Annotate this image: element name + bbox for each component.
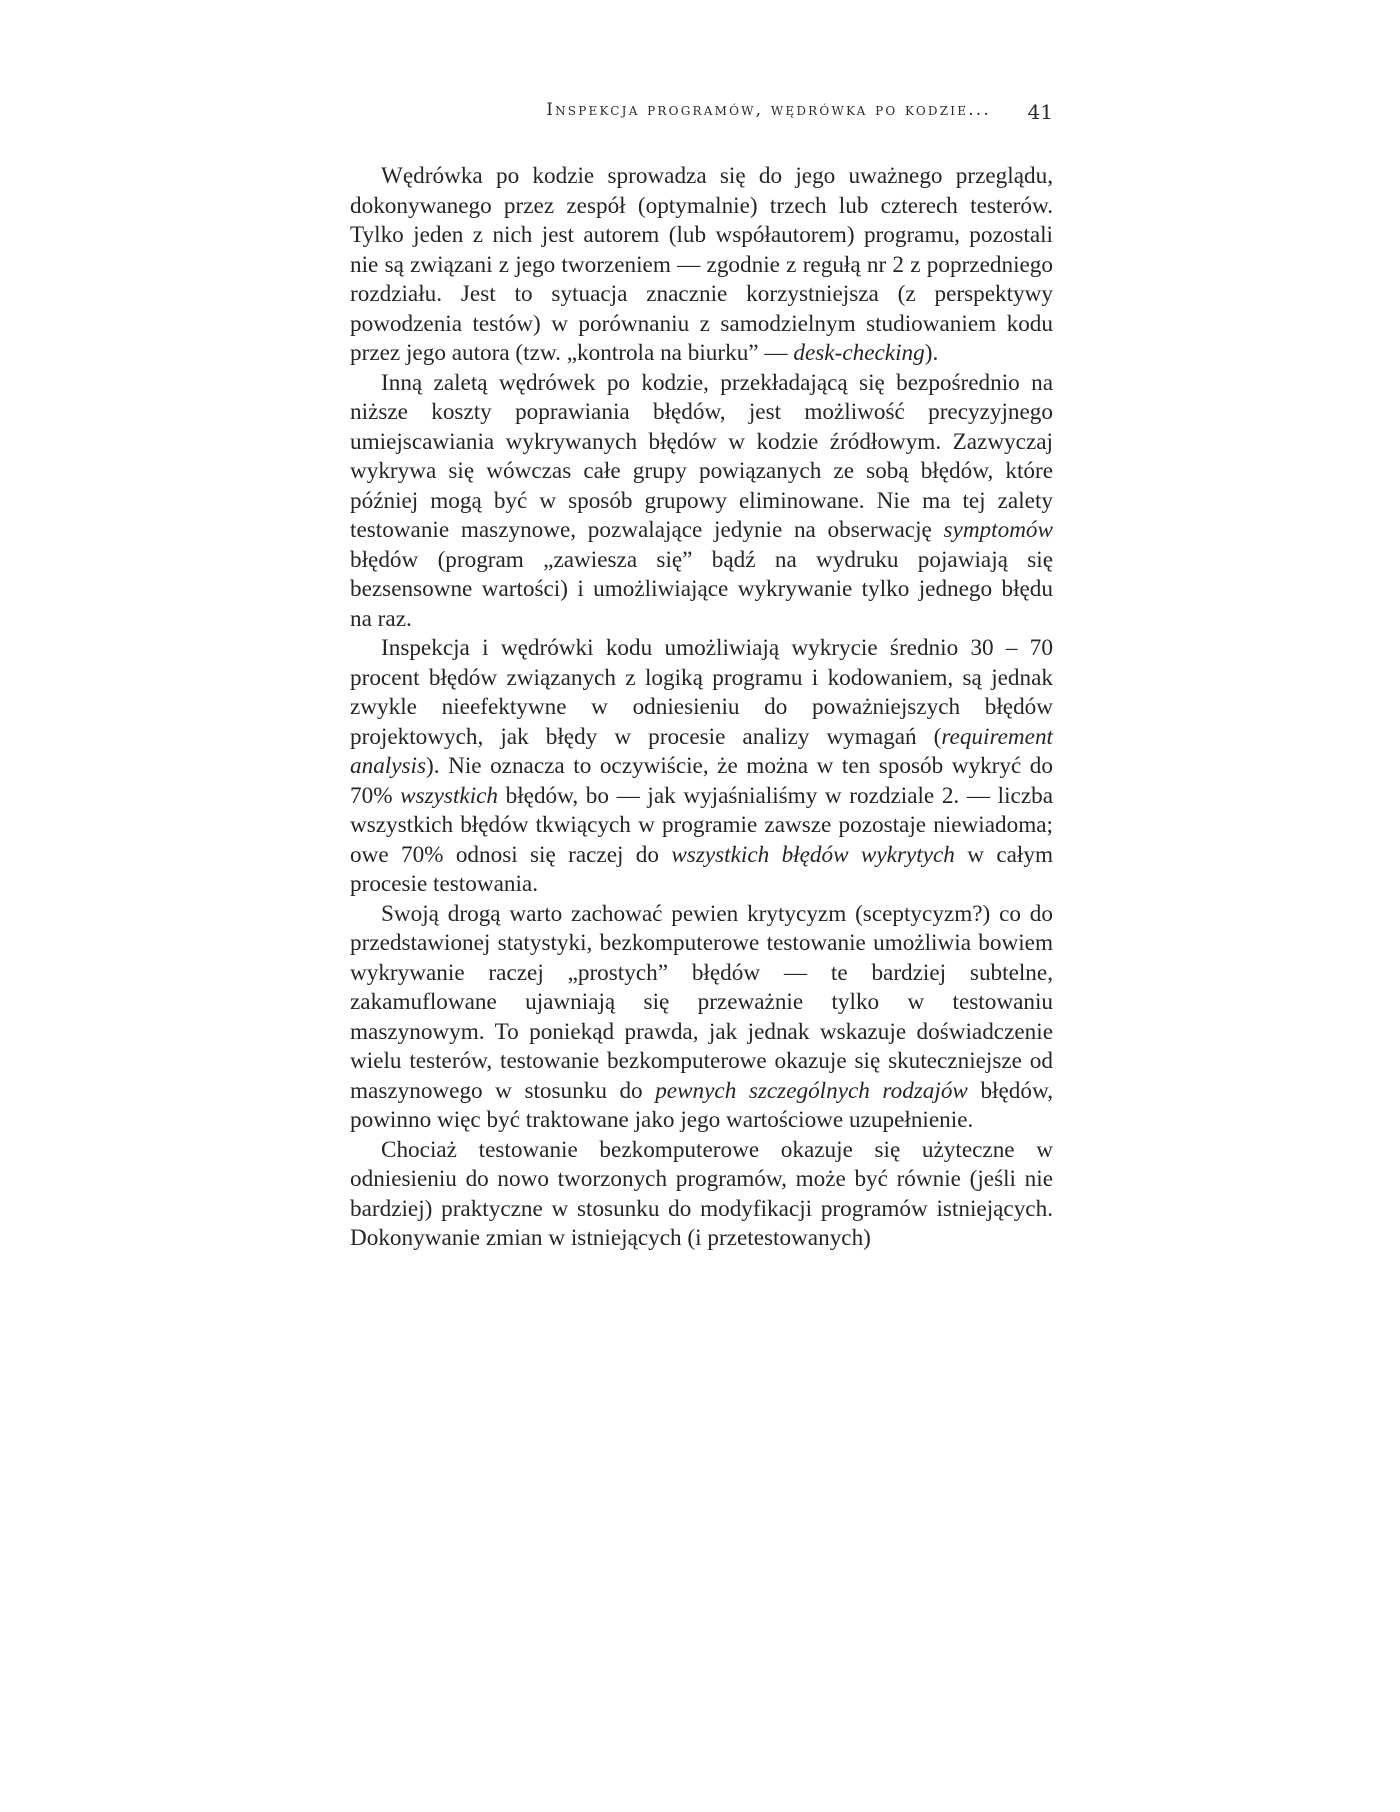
paragraph: [350, 1136, 1053, 1254]
italic-term: symptomów: [943, 517, 1053, 543]
paragraph: [350, 634, 1053, 900]
text-run: błędów (program „zawiesza się” bądź na wydruku pojawiają się bezsensowne wartości) i umożliwiające wykrywanie tylko jednego błędu na raz.: [350, 546, 1053, 632]
book-page: [350, 100, 1053, 1254]
italic-term: wszystkich: [400, 782, 499, 809]
paragraph: [350, 900, 1053, 1136]
body-text: [350, 162, 1053, 1254]
paragraph: [350, 369, 1053, 635]
text-run: Chociaż testowanie bezkomputerowe okazuje się użyteczne w odniesieniu do nowo tworzonych programów, może być równie (jeśli nie bardziej) praktyczne w stosunku do modyfikacji programów istniejących. Dokonywanie zmian w istniejących (i przetestowanych): [350, 1136, 1053, 1251]
text-run: Swoją drogą warto zachować pewien krytycyzm (sceptycyzm?) co do przedstawionej statystyki, bezkomputerowe testowanie umożliwia bowiem wykrywanie raczej „prostych” błędów — te bardziej subtelne, zakamuflowane ujawniają się przeważnie tylko w testowaniu maszynowym. To poniekąd prawda, jak jednak wskazuje doświadczenie wielu testerów, testowanie bezkomputerowe okazuje się skuteczniejsze od maszynowego w stosunku do: [350, 900, 1053, 1104]
text-run: ).: [924, 340, 939, 366]
text-run: błędów, bo — jak wyjaśnialiśmy w rozdziale 2. — liczba wszystkich błędów tkwiących w programie zawsze pozostaje niewiadoma; owe 70% odnosi się raczej do: [350, 782, 1053, 868]
italic-term: wszystkich błędów wykrytych: [671, 841, 955, 868]
running-title: Inspekcja programów, wędrówka po kodzie...: [546, 100, 991, 120]
text-run: błędów, powinno więc być traktowane jako jego wartościowe uzupełnienie.: [350, 1077, 1053, 1133]
page-number: 41: [1027, 100, 1053, 124]
italic-term: pewnych szczególnych rodzajów: [655, 1077, 968, 1104]
running-head: [350, 100, 1053, 140]
text-run: Inspekcja i wędrówki kodu umożliwiają wykrycie średnio 30 – 70 procent błędów związanych z logiką programu i kodowaniem, są jednak zwykle nieefektywne w odniesieniu do poważniejszych błędów projektowych, jak błędy w procesie analizy wymagań (: [350, 635, 1053, 750]
text-run: Inną zaletą wędrówek po kodzie, przekładającą się bezpośrednio na niższe koszty poprawiania błędów, jest możliwość precyzyjnego umiejscawiania wykrywanych błędów w kodzie źródłowym. Zazwyczaj wykrywa się wówczas całe grupy powiązanych ze sobą błędów, które później mogą być w sposób grupowy eliminowane. Nie ma tej zalety testowanie maszynowe, pozwalające jedynie na obserwację: [350, 369, 1053, 543]
italic-term: desk-checking: [793, 340, 925, 366]
paragraph: [350, 162, 1053, 369]
text-run: ). Nie oznacza to oczywiście, że można w ten sposób wykryć do 70%: [350, 753, 1053, 809]
italic-term: requirement analysis: [350, 723, 1053, 779]
text-run: Wędrówka po kodzie sprowadza się do jego uważnego przeglądu, dokonywanego przez zespół (optymalnie) trzech lub czterech testerów. Tylko jeden z nich jest autorem (lub współautorem) programu, pozostali nie są związani z jego tworzeniem — zgodnie z regułą nr 2 z poprzedniego rozdziału. Jest to sytuacja znacznie korzystniejsza (z perspektywy powodzenia testów) w porównaniu z samodzielnym studiowaniem kodu przez jego autora (tzw. „kontrola na biurku” —: [350, 163, 1053, 366]
text-run: w całym procesie testowania.: [350, 841, 1054, 897]
